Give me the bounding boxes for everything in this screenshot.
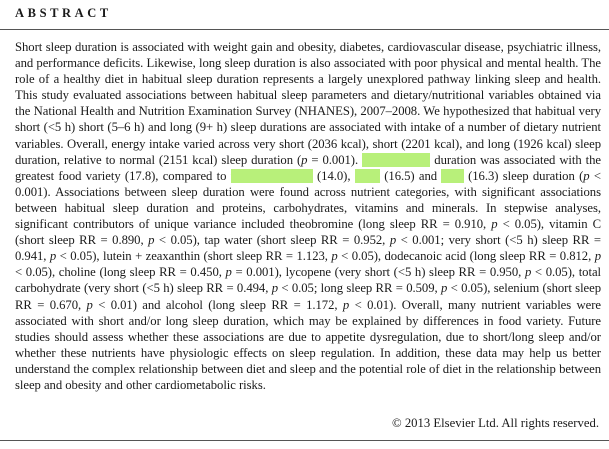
text-segment: < 0.01) and alcohol (long sleep RR = 1.172, [92,297,343,312]
top-rule [0,29,609,30]
text-segment: (14.0), [312,168,355,183]
text-segment: = 0.001). [307,152,363,167]
p-value-symbol: p [148,233,155,248]
text-segment: (16.5) and [379,168,442,183]
p-value-symbol: p [491,217,498,232]
p-value-symbol: p [594,249,601,264]
text-segment: < 0.05), lutein + zeaxanthin (short sleep RR = 1.123, [56,249,332,264]
p-value-symbol: p [49,249,57,264]
text-segment: Short sleep duration is associated with weight gain and obesity, diabetes, cardiovascular disease, psychiatric illness, and performance deficits. Likewise, long sleep duration is also associated with poor physical and mental health. The role of a healthy diet in habitual sleep duration represents a largely unexplored pathway linking sleep and health. This study evaluated associations between habitual sleep parameters and dietary/nutritional variables obtained via the National Health and Nutrition Examination Survey (NHANES), 2007–2008. We hypothesized that habitual very short (<5 h) short (5–6 h) and long (9+ h) sleep durations are associated with intake of a number of dietary nutrient variables. Overall, energy intake varied across very short (2036 kcal), short (2201 kcal), and long (1926 kcal) sleep duration, relative to normal (2151 kcal) sleep duration ( [15,40,601,167]
text-segment: < 0.001). Associations between sleep duration were found across nutrient categories, with significant associations between habitual sleep duration and proteins, carbohydrates, vitamins and minerals. In stepwise analyses, significant contributors of unique variance included theobromine (long sleep RR = 0.910, [15,168,601,232]
text-segment: < 0.05), dodecanoic acid (long sleep RR = 0.812, [337,249,595,264]
p-value-symbol: p [271,281,278,296]
p-value-symbol: p [342,297,350,312]
abstract-heading: ABSTRACT [15,6,112,20]
text-segment: < 0.05), choline (long sleep RR = 0.450, [15,265,226,280]
text-segment: < 0.05), selenium (short sleep RR = 0.670, [15,281,602,312]
text-segment: < 0.01). Overall, many nutrient variables were associated with short and/or long sleep duration, which may be explained by differences in food variety. Future studies should assess whether these associations are due to appetite dysregulation, due to short/long sleep and/or whether these nutrients have physiologic effects on sleep regulation. In addition, these data may help us better understand the complex relationship between diet and sleep and the potential role of diet in the relationship between sleep and obesity and other cardiometabolic risks. [15,297,601,392]
p-value-symbol: p [583,168,590,183]
text-segment: < 0.05), vitamin C (short sleep RR = 0.890, [15,217,601,248]
p-value-symbol: p [301,152,308,167]
highlighted-redaction: very short sleep [230,168,313,183]
abstract-text [15,39,601,393]
text-segment: duration was associated with the greatest food variety (17.8), compared to [15,152,601,183]
bottom-rule [0,440,609,441]
highlighted-redaction: long [441,168,464,183]
copyright-notice: © 2013 Elsevier Ltd. All rights reserved. [392,416,599,430]
text-segment: = 0.001), lycopene (very short (<5 h) sleep RR = 0.950, [231,265,525,280]
text-segment: < 0.05), tap water (short sleep RR = 0.952, [154,233,390,248]
p-value-symbol: p [389,233,397,248]
p-value-symbol: p [524,265,532,280]
highlighted-redaction: short [354,168,380,183]
text-segment: (16.3) sleep duration ( [463,168,584,183]
text-segment: < 0.001; very short (<5 h) sleep RR = 0.941, [15,233,601,264]
highlighted-redaction: Normal sleep [362,152,431,167]
p-value-symbol: p [225,265,232,280]
p-value-symbol: p [331,249,338,264]
text-segment: < 0.05), total carbohydrate (very short (<5 h) sleep RR = 0.494, [15,265,601,296]
p-value-symbol: p [440,281,448,296]
p-value-symbol: p [86,297,93,312]
text-segment: < 0.05; long sleep RR = 0.509, [278,281,441,296]
